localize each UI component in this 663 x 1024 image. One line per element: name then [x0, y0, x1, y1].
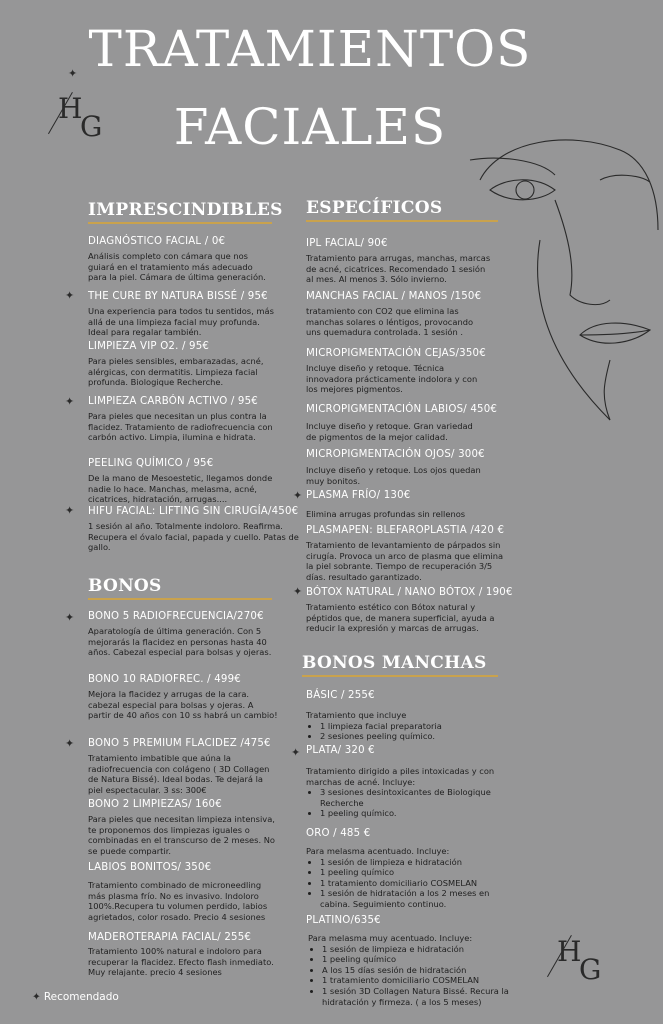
bono-manchas-description	[306, 710, 496, 742]
logo-letter-g: G	[80, 110, 103, 143]
bono-description: Para pieles que necesitan limpieza intensiva, te proponemos dos limpiezas iguales o combinadas en el transcurso de 2 meses. No se puede compartir.	[88, 814, 276, 856]
treatment-title: MANCHAS FACIAL / MANOS /150€	[306, 291, 482, 302]
section-underline	[88, 598, 272, 600]
sparkle-icon: ✦	[68, 67, 78, 80]
list-item: • 1 sesión de hidratación a los 2 meses en cabina. Seguimiento continuo.	[320, 888, 506, 909]
recommended-star-icon: ✦	[65, 611, 75, 624]
bono-manchas-description	[306, 766, 500, 819]
treatment-title: HIFU FACIAL: LIFTING SIN CIRUGÍA/450€	[88, 506, 299, 517]
section-heading-text: ESPECÍFICOS	[306, 198, 443, 218]
recommended-star-icon: ✦	[291, 746, 301, 759]
section-heading-especificos	[306, 198, 498, 222]
treatment-title: PLASMAPEN: BLEFAROPLASTIA /420 €	[306, 525, 505, 536]
bono-manchas-intro: Para melasma acentuado. Incluye:	[306, 846, 450, 856]
bono-manchas-list	[308, 944, 520, 1008]
treatment-title: MICROPIGMENTACIÓN OJOS/ 300€	[306, 449, 485, 460]
treatment-title: MICROPIGMENTACIÓN LABIOS/ 450€	[306, 404, 498, 415]
bono-manchas-title: PLATA/ 320 €	[306, 745, 375, 756]
logo-letter-h: H	[58, 92, 83, 125]
brand-logo	[58, 92, 118, 152]
page-title-line2: FACIALES	[173, 98, 447, 156]
treatment-description: Tratamiento estético con Bótox natural y péptidos que, de manera superficial, ayuda a reducir la expresión y marcas de arrugas.	[306, 602, 495, 634]
bono-description: Tratamiento 100% natural e indoloro para recuperar la flacidez. Efecto flash inmediato. Muy relajante. precio 4 sesiones	[88, 946, 274, 978]
treatment-description: Para pieles que necesitan un plus contra la flacidez. Tratamiento de radiofrecuencia con carbón activo. Limpia, ilumina e hidrata.	[88, 411, 273, 443]
treatment-title: DIAGNÓSTICO FACIAL / 0€	[88, 236, 226, 247]
bono-manchas-intro: Para melasma muy acentuado. Incluye:	[308, 933, 473, 943]
bono-title: BONO 2 LIMPIEZAS/ 160€	[88, 799, 222, 810]
treatment-description: Incluye diseño y retoque. Técnica innovadora prácticamente indolora y con los mejores pigmentos.	[306, 363, 478, 395]
treatment-title: MICROPIGMENTACIÓN CEJAS/350€	[306, 348, 486, 359]
logo-letter-h: H	[557, 935, 582, 968]
legend-label: Recomendado	[43, 991, 119, 1003]
bono-manchas-intro: Tratamiento que incluye	[306, 710, 407, 720]
bono-title: BONO 5 PREMIUM FLACIDEZ /475€	[88, 738, 271, 749]
bono-manchas-list	[306, 721, 496, 742]
treatment-description: 1 sesión al año. Totalmente indoloro. Reafirma. Recupera el óvalo facial, papada y cuello. Patas de gallo.	[88, 521, 299, 553]
recommended-star-icon: ✦	[65, 395, 75, 408]
treatment-description: Análisis completo con cámara que nos guiará en el tratamiento más adecuado para la piel. Cámara de última generación.	[88, 251, 266, 283]
bono-manchas-title: ORO / 485 €	[306, 828, 371, 839]
treatment-title: BÓTOX NATURAL / NANO BÓTOX / 190€	[306, 587, 513, 598]
bono-manchas-intro: Tratamiento dirigido a piles intoxicadas y con marchas de acné. Incluye:	[306, 766, 495, 787]
section-heading-bonos-manchas	[302, 653, 498, 677]
recommended-star-icon: ✦	[65, 289, 75, 302]
treatment-description: Incluye diseño y retoque. Los ojos quedan muy bonitos.	[306, 465, 481, 486]
section-heading-text: IMPRESCINDIBLES	[88, 200, 283, 220]
recommended-star-icon: ✦	[293, 489, 303, 502]
treatment-title: LIMPIEZA VIP O2. / 95€	[88, 341, 210, 352]
list-item: • 1 sesión de limpieza e hidratación	[322, 944, 520, 955]
treatment-description: Incluye diseño y retoque. Gran variedad de pigmentos de la mejor calidad.	[306, 421, 473, 442]
bono-manchas-list	[306, 787, 500, 819]
section-heading-imprescindibles	[88, 200, 283, 224]
section-heading-bonos	[88, 576, 272, 600]
treatment-description: Elimina arrugas profundas sin rellenos	[306, 509, 466, 519]
treatment-description: Para pieles sensibles, embarazadas, acné, alérgicas, con dermatitis. Limpieza facial profunda. Biologique Recherche.	[88, 356, 264, 388]
bono-description: Tratamiento imbatible que aúna la radiofrecuencia con colágeno ( 3D Collagen de Natura Bissé). Ideal bodas. Te dejará la piel espectacular. 3 ss: 300€	[88, 753, 270, 795]
bono-manchas-list	[306, 857, 506, 910]
treatment-title: IPL FACIAL/ 90€	[306, 238, 388, 249]
treatment-description: Tratamiento de levantamiento de párpados sin cirugía. Provoca un arco de plasma que elimina la piel sobrante. Tiempo de recuperación 3/5 días. resultado garantizado.	[306, 540, 504, 582]
list-item: • 1 sesión de limpieza e hidratación	[320, 857, 506, 868]
brand-logo-bottom	[557, 935, 617, 995]
bono-title: BONO 5 RADIOFRECUENCIA/270€	[88, 611, 264, 622]
treatment-description: tratamiento con CO2 que elimina las manchas solares o léntigos, provocando uns quemadura controlada. 1 sesión .	[306, 306, 474, 338]
recommended-star-icon: ✦	[65, 504, 75, 517]
recommended-star-icon: ✦	[32, 991, 41, 1003]
bono-title: BONO 10 RADIOFREC. / 499€	[88, 674, 241, 685]
section-heading-text: BONOS	[88, 576, 162, 596]
treatment-description: Una experiencia para todos tu sentidos, más allá de una limpieza facial muy profunda. Ideal para regalar también.	[88, 306, 274, 338]
treatment-title: THE CURE BY NATURA BISSÉ / 95€	[88, 291, 268, 302]
treatment-description: De la mano de Mesoestetic, llegamos donde nadie lo hace. Manchas, melasma, acné, cicatrices, hidratación, arrugas....	[88, 473, 273, 505]
list-item: • 1 tratamiento domiciliario COSMELAN	[322, 975, 520, 986]
list-item: • A los 15 días sesión de hidratación	[322, 965, 520, 976]
list-item: • 1 peeling químico	[320, 867, 506, 878]
list-item: • 1 peeling químico	[322, 954, 520, 965]
logo-letter-g: G	[579, 953, 602, 986]
section-underline	[302, 675, 498, 677]
treatment-title: PEELING QUÍMICO / 95€	[88, 458, 214, 469]
section-heading-text: BONOS MANCHAS	[302, 653, 487, 673]
page-title-line1: TRATAMIENTOS	[88, 20, 532, 78]
bono-title: MADEROTERAPIA FACIAL/ 255€	[88, 932, 252, 943]
bono-manchas-description	[308, 933, 520, 1007]
bono-description: Aparatología de última generación. Con 5 mejorarás la flacidez en personas hasta 40 años. Cabezal especial para bolsas y ojeras.	[88, 626, 272, 658]
treatment-description: Tratamiento para arrugas, manchas, marcas de acné, cicatrices. Recomendado 1 sesión al mes. Al menos 3. Sólo invierno.	[306, 253, 491, 285]
list-item: • 1 sesión 3D Collagen Natura Bissé. Recura la hidratación y firmeza. ( a los 5 meses)	[322, 986, 520, 1007]
treatment-title: LIMPIEZA CARBÓN ACTIVO / 95€	[88, 396, 258, 407]
treatment-title: PLASMA FRÍO/ 130€	[306, 490, 411, 501]
list-item: • 1 tratamiento domiciliario COSMELAN	[320, 878, 506, 889]
list-item: • 2 sesiones peeling químico.	[320, 731, 496, 742]
list-item: • 1 peeling químico.	[320, 808, 500, 819]
bono-description: Tratamiento combinado de microneedling más plasma frío. No es invasivo. Indoloro 100%.Recupera tu volumen perdido, labios agrietados, color rosado. Precio 4 sesiones	[88, 880, 268, 922]
bono-description: Mejora la flacidez y arrugas de la cara. cabezal especial para bolsas y ojeras. A partir de 40 años con 10 ss habrá un cambio!	[88, 689, 278, 721]
section-underline	[88, 222, 272, 224]
list-item: • 3 sesiones desintoxicantes de Biologique Recherche	[320, 787, 500, 808]
bono-manchas-description	[306, 846, 506, 910]
recommended-star-icon: ✦	[65, 737, 75, 750]
bono-manchas-title: PLATINO/635€	[306, 915, 381, 926]
bono-manchas-title: BÁSIC / 255€	[306, 690, 375, 701]
list-item: • 1 limpieza facial preparatoria	[320, 721, 496, 732]
recommended-legend	[32, 991, 119, 1003]
bono-title: LABIOS BONITOS/ 350€	[88, 862, 212, 873]
recommended-star-icon: ✦	[293, 585, 303, 598]
section-underline	[306, 220, 498, 222]
